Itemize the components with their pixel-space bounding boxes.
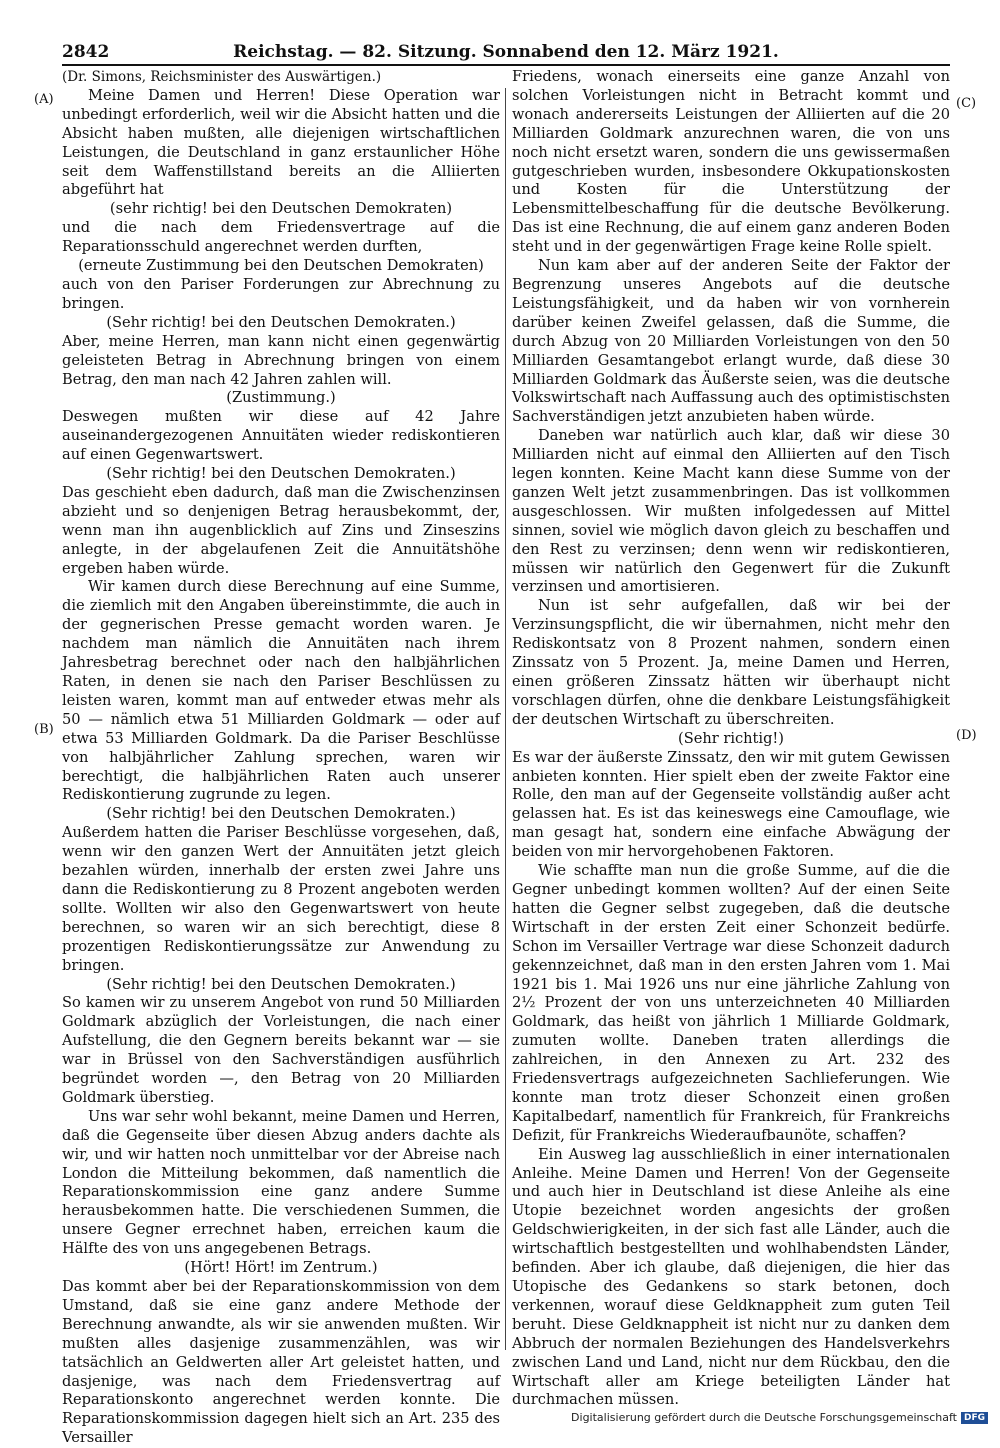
paragraph: Außerdem hatten die Pariser Beschlüsse vorgesehen, daß, wenn wir den ganzen Wert der Annuitäten jetzt gleich bezahlen würden, innerhalb der ersten zwei Jahre uns dann die Rediskontierung zu 8 Prozent angeboten werden sollte. Wollten wir also den Gegenwartswert von heute berechnen, so waren wir an sich berechtigt, diese 8 prozentigen Rediskontierungssätze zur Anwendung zu bringen.	[62, 824, 500, 974]
paragraph: Es war der äußerste Zinssatz, den wir mit gutem Gewissen anbieten konnten. Hier spielt eben der zweite Faktor eine Rolle, den man auf der Gegenseite vollständig außer acht gelassen hat. Es ist das keineswegs eine Camouflage, wie man gesagt hat, sondern eine einfache Abwägung der beiden von mir hervorgehobenen Faktoren.	[512, 748, 950, 861]
paragraph: Wie schaffte man nun die große Summe, auf die die Gegner unbedingt kommen wollten? Auf der einen Seite hatten die Gegner selbst zugegeben, daß die deutsche Wirtschaft in der ersten Zeit einer Schonzeit bedürfe. Schon im Versailler Vertrage war diese Schonzeit dadurch gekennzeichnet, daß man in den ersten Jahren vom 1. Mai 1921 bis 1. Mai 1926 uns nur eine jährliche Zahlung von 2½ Prozent der von uns unterzeichneten 40 Milliarden Goldmark, das heißt von jährlich 1 Milliarde Goldmark, zumuten wollte. Daneben traten allerdings die zahlreichen, in den Annexen zu Art. 232 des Friedensvertrags aufgezeichneten Sachlieferungen. Wie konnte man trotz dieser Schonzeit einen großen Kapitalbedarf, namentlich für Frankreich, für Frankreichs Defizit, für Frankreichs Wiederaufbaunöte, schaffen?	[512, 862, 950, 1144]
speaker-line: (Dr. Simons, Reichsminister des Auswärtigen.)	[62, 69, 382, 85]
footer	[571, 1411, 988, 1424]
paragraph: Meine Damen und Herren! Diese Operation war unbedingt erforderlich, weil wir die Absicht hatten und die Absicht haben mußten, alle diejenigen wirtschaftlichen Leistungen, die Deutschland in ganz erstaunlicher Höhe seit dem Waffenstillstand bereits an die Alliierten abgeführt hat	[62, 86, 500, 199]
header-rule	[62, 64, 950, 66]
page-number: 2842	[62, 42, 110, 62]
paragraph: Das geschieht eben dadurch, daß man die Zwischenzinsen abzieht und so denjenigen Betrag herausbekommt, der, wenn man ihn augenblicklich auf Zins und Zinseszins anlegte, in der abgelaufenen Zeit die Annuitätshöhe ergeben haben würde.	[62, 483, 500, 577]
column-divider	[505, 88, 506, 1350]
left-column	[62, 68, 500, 1448]
margin-mark-a: (A)	[34, 92, 54, 107]
paragraph: Das kommt aber bei der Reparationskommission von dem Umstand, daß sie eine ganz andere Methode der Berechnung anwandte, als wir sie anwenden mußten. Wir mußten alles dasjenige zusammenzählen, was wir tatsächlich an Geldwerten aller Art geleistet hatten, und dasjenige, was nach dem Friedensvertrag auf Reparationskonto angerechnet werden konnte. Die Reparationskommission dagegen hielt sich an Art. 235 des Versailler	[62, 1278, 500, 1447]
margin-mark-d: (D)	[956, 728, 977, 743]
margin-mark-b: (B)	[34, 722, 54, 737]
interjection: (sehr richtig! bei den Deutschen Demokraten)	[109, 200, 453, 218]
right-column	[512, 68, 950, 1410]
interjection: (Hört! Hört! im Zentrum.)	[184, 1259, 378, 1277]
paragraph: Nun ist sehr aufgefallen, daß wir bei der Verzinsungspflicht, die wir übernahmen, nicht mehr den Rediskontsatz von 8 Prozent nahmen, sondern einen Zinssatz von 5 Prozent. Ja, meine Damen und Herren, einen größeren Zinssatz hätten wir überhaupt nicht vorschlagen dürfen, ohne die denkbare Leistungsfähigkeit der deutschen Wirtschaft zu überschreiten.	[512, 597, 950, 728]
paragraph: auch von den Pariser Forderungen zur Abrechnung zu bringen.	[62, 275, 500, 312]
footer-credit: Digitalisierung gefördert durch die Deutsche Forschungsgemeinschaft	[571, 1411, 957, 1424]
paragraph: Deswegen mußten wir diese auf 42 Jahre auseinandergezogenen Annuitäten wieder rediskontieren auf einen Gegenwartswert.	[62, 408, 500, 464]
margin-mark-c: (C)	[956, 96, 977, 111]
page-title: Reichstag. — 82. Sitzung. Sonnabend den 12. März 1921.	[233, 42, 779, 62]
paragraph: Friedens, wonach einerseits eine ganze Anzahl von solchen Vorleistungen nicht in Betracht kommt und wonach andererseits Leistungen der Alliierten auf die 20 Milliarden Goldmark anzurechnen waren, die von uns noch nicht ersetzt waren, sondern die uns gewissermaßen gutgeschrieben wurden, insbesondere Okkupationskosten und Kosten für die Unterstützung der Lebensmittelbeschaffung für die deutsche Bevölkerung. Das ist eine Rechnung, die auf einem ganz anderen Boden steht und in der gegenwärtigen Frage keine Rolle spielt.	[512, 68, 950, 256]
page-header	[62, 42, 950, 64]
interjection: (Sehr richtig! bei den Deutschen Demokraten.)	[106, 975, 456, 993]
interjection: (erneute Zustimmung bei den Deutschen Demokraten)	[78, 257, 484, 275]
interjection: (Zustimmung.)	[226, 389, 336, 407]
paragraph: Aber, meine Herren, man kann nicht einen gegenwärtig geleisteten Betrag in Abrechnung bringen von einem Betrag, den man nach 42 Jahren zahlen will.	[62, 332, 500, 388]
interjection: (Sehr richtig! bei den Deutschen Demokraten.)	[106, 313, 456, 331]
interjection: (Sehr richtig! bei den Deutschen Demokraten.)	[106, 805, 456, 823]
paragraph: So kamen wir zu unserem Angebot von rund 50 Milliarden Goldmark abzüglich der Vorleistungen, die nach einer Aufstellung, die den Gegnern bereits bekannt war — sie war in Brüssel von den Sachverständigen ausführlich begründet worden —, den Betrag von 20 Milliarden Goldmark überstieg.	[62, 994, 500, 1106]
paragraph: Nun kam aber auf der anderen Seite der Faktor der Begrenzung unseres Angebots auf die deutsche Leistungsfähigkeit, und da haben wir von vornherein darüber keinen Zweifel gelassen, daß die Summe, die durch Abzug von 20 Milliarden Vorleistungen von den 50 Milliarden Gesamtangebot erlangt wurde, daß diese 30 Milliarden Goldmark das Äußerste seien, was die deutsche Volkswirtschaft nach Auffassung auch des optimistischsten Sachverständigen jetzt anzubieten haben würde.	[512, 257, 950, 426]
paragraph: Wir kamen durch diese Berechnung auf eine Summe, die ziemlich mit den Angaben übereinstimmte, die auch in der gegnerischen Presse gemacht worden waren. Je nachdem man nämlich die Annuitäten nach ihrem Jahresbetrag berechnet oder nach den halbjährlichen Raten, in denen sie nach den Pariser Beschlüssen zu leisten waren, kommt man auf entweder etwas mehr als 50 — nämlich etwa 51 Milliarden Goldmark — oder auf etwa 53 Milliarden Goldmark. Da die Pariser Beschlüsse von halbjährlicher Zahlung sprechen, waren wir berechtigt, die halbjährlichen Raten auch unserer Rediskontierung zugrunde zu legen.	[62, 578, 500, 804]
paragraph: Daneben war natürlich auch klar, daß wir diese 30 Milliarden nicht auf einmal den Alliierten auf den Tisch legen konnten. Keine Macht kann diese Summe von der ganzen Welt jetzt zusammenbringen. Das ist vollkommen ausgeschlossen. Wir mußten infolgedessen auf Mittel sinnen, soviel wie möglich davon gleich zu beschaffen und den Rest zu verzinsen; denn wenn wir rediskontieren, müssen wir natürlich den Gegenwert für die Zukunft verzinsen und amortisieren.	[512, 427, 950, 596]
interjection: (Sehr richtig!)	[678, 729, 784, 747]
paragraph: Uns war sehr wohl bekannt, meine Damen und Herren, daß die Gegenseite über diesen Abzug anders dachte als wir, und wir hatten noch unmittelbar vor der Abreise nach London die Mitteilung bekommen, daß namentlich die Reparationskommission eine ganz andere Summe herausbekommen hatte. Die verschiedenen Summen, die unsere Gegner errechnet haben, erreichen kaum die Hälfte des von uns angegebenen Betrags.	[62, 1107, 500, 1258]
paragraph: Ein Ausweg lag ausschließlich in einer internationalen Anleihe. Meine Damen und Herren! Von der Gegenseite und auch hier in Deutschland ist diese Anleihe als eine Utopie bezeichnet worden angesichts der großen Geldschwierigkeiten, in der sich fast alle Länder, auch die wirtschaftlich bestgestellten und wohlhabendsten Länder, befinden. Aber ich glaube, daß diejenigen, die hier das Utopische des Gedankens so stark betonen, doch verkennen, worauf diese Geldknappheit zum guten Teil beruht. Diese Geldknappheit ist nicht nur zu danken dem Abbruch der normalen Beziehungen des Handelsverkehrs zwischen Land und Land, nicht nur dem Rückbau, den die Wirtschaft aller am Kriege beteiligten Länder hat durchmachen müssen.	[512, 1145, 950, 1409]
dfg-logo-icon: DFG	[961, 1412, 988, 1424]
interjection: (Sehr richtig! bei den Deutschen Demokraten.)	[106, 465, 456, 483]
paragraph: und die nach dem Friedensvertrage auf die Reparationsschuld angerechnet werden durften,	[62, 219, 500, 256]
